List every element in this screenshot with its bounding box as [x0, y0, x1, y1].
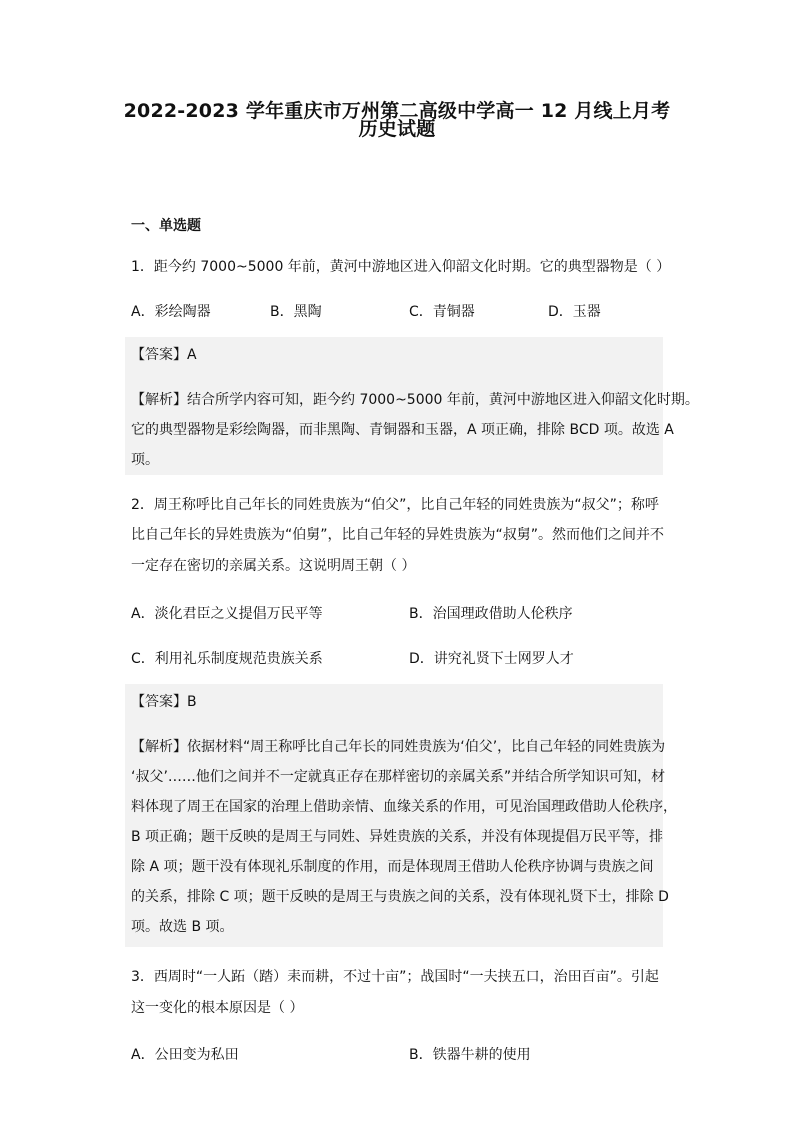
- q2-explanation-line3: 料体现了周王在国家的治理上借助亲情、血缘关系的作用，可见治国理政借助人伦秩序，: [131, 799, 677, 815]
- section-heading: 一、单选题: [131, 218, 201, 234]
- q2-explanation-line2: ‘叔父’……他们之间并不一定就真正存在那样密切的亲属关系”并结合所学知识可知，材: [131, 769, 666, 785]
- exam-title-line1: 2022-2023 学年重庆市万州第二高级中学高一 12 月线上月考: [123, 100, 671, 122]
- q2-answer: 【答案】B: [131, 694, 197, 710]
- q2-stem-line3: 一定存在密切的亲属关系。这说明周王朝（ ）: [131, 558, 416, 574]
- q3-stem-line1: 3．西周时“一人跖（踏）耒而耕，不过十亩”；战国时“一夫挟五口，治田百亩”。引起: [131, 969, 659, 985]
- exam-title-line2: 历史试题: [358, 118, 436, 140]
- q1-answer-box: [125, 337, 699, 475]
- q3-option-a: A．公田变为私田: [131, 1047, 239, 1063]
- q1-stem: 1．距今约 7000~5000 年前，黄河中游地区进入仰韶文化时期。它的典型器物是（ ）: [131, 259, 671, 275]
- q1-option-b: B．黑陶: [270, 304, 322, 320]
- q2-stem-line2: 比自己年长的异姓贵族为“伯舅”，比自己年轻的异姓贵族为“叔舅”。然而他们之间并不: [131, 527, 665, 543]
- q2-answer-box: [125, 684, 677, 947]
- q3-stem-line2: 这一变化的根本原因是（ ）: [131, 1000, 304, 1016]
- q2-option-c: C．利用礼乐制度规范贵族关系: [131, 651, 323, 667]
- q2-option-a: A．淡化君臣之义提倡万民平等: [131, 606, 323, 622]
- q2-explanation-line7: 项。故选 B 项。: [131, 919, 234, 935]
- q1-option-c: C．青铜器: [409, 304, 475, 320]
- q1-explanation-line3: 项。: [131, 452, 159, 468]
- q2-explanation-line5: 除 A 项；题干没有体现礼乐制度的作用，而是体现周王借助人伦秩序协调与贵族之间: [131, 859, 654, 875]
- q1-explanation-line1: 【解析】结合所学内容可知，距今约 7000~5000 年前，黄河中游地区进入仰韶文化时期。: [131, 392, 699, 408]
- q2-option-b: B．治国理政借助人伦秩序: [409, 606, 573, 622]
- q1-option-d: D．玉器: [548, 304, 601, 320]
- q2-option-d: D．讲究礼贤下士网罗人才: [409, 651, 574, 667]
- q1-explanation-line2: 它的典型器物是彩绘陶器，而非黑陶、青铜器和玉器，A 项正确，排除 BCD 项。故选 A: [131, 422, 674, 438]
- q1-answer: 【答案】A: [131, 347, 197, 363]
- q2-stem-line1: 2．周王称呼比自己年长的同姓贵族为“伯父”，比自己年轻的同姓贵族为“叔父”；称呼: [131, 497, 659, 513]
- q2-explanation-line1: 【解析】依据材料“周王称呼比自己年长的同姓贵族为‘伯父’，比自己年轻的同姓贵族为: [131, 739, 666, 755]
- q2-explanation-line4: B 项正确；题干反映的是周王与同姓、异姓贵族的关系，并没有体现提倡万民平等，排: [131, 829, 664, 845]
- q3-option-b: B．铁器牛耕的使用: [409, 1047, 531, 1063]
- q2-explanation-line6: 的关系，排除 C 项；题干反映的是周王与贵族之间的关系，没有体现礼贤下士，排除 D: [131, 889, 669, 905]
- q1-option-a: A．彩绘陶器: [131, 304, 211, 320]
